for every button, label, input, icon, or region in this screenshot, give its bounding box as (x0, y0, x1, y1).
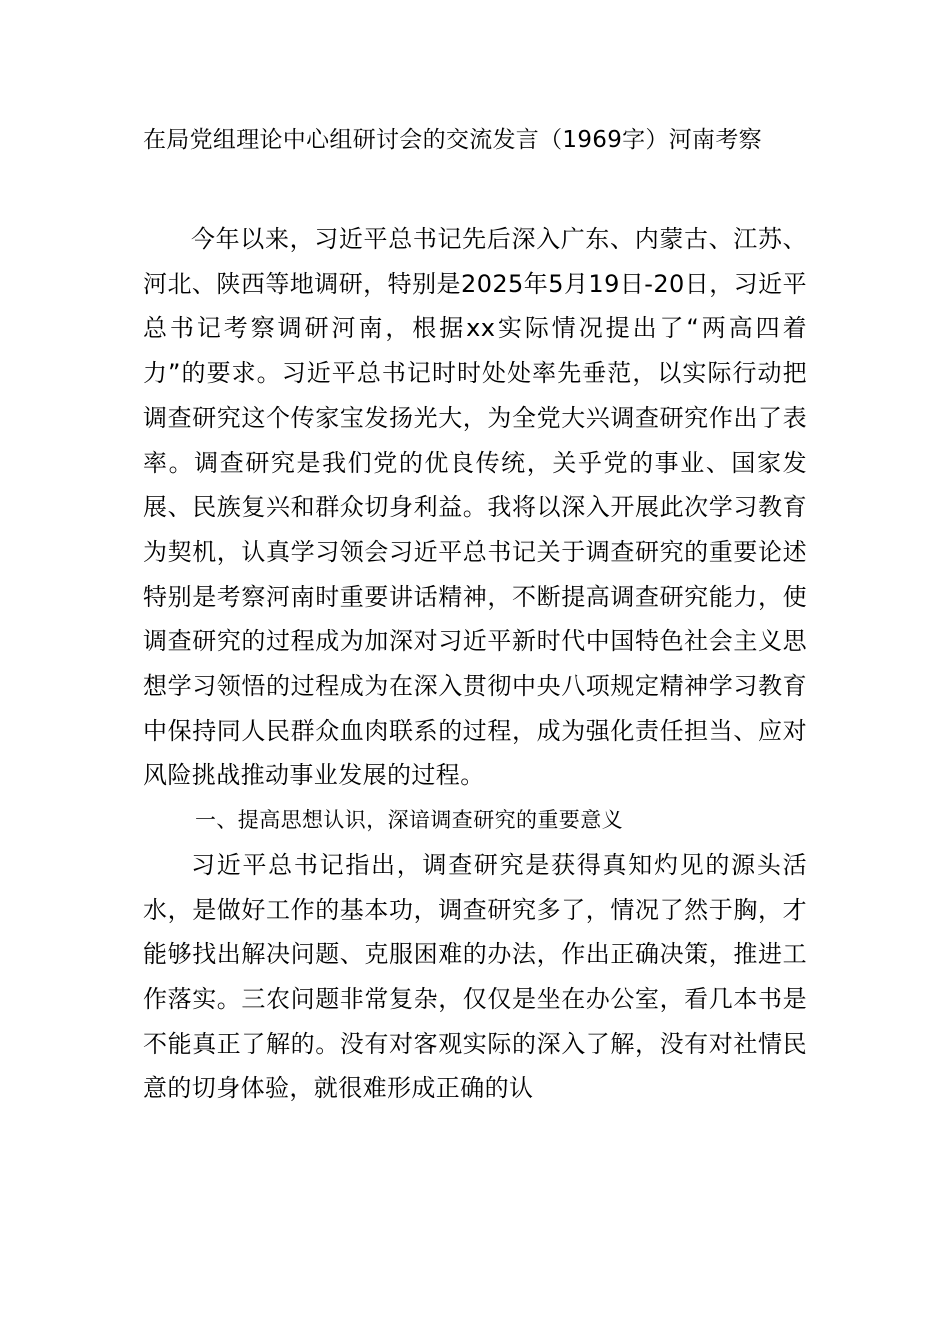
document-page (143, 118, 807, 1111)
section-heading: 一、提高思想认识，深谙调查研究的重要意义 (195, 808, 623, 833)
section-paragraph: 习近平总书记指出，调查研究是获得真知灼见的源头活水，是做好工作的基本功，调查研究多了，情况了然于胸，才能够找出解决问题、克服困难的办法，作出正确决策，推进工作落实。三农问题非常复杂，仅仅是坐在办公室，看几本书是不能真正了解的。没有对客观实际的深入了解，没有对社情民意的切身体验，就很难形成正确的认 (143, 850, 807, 1103)
intro-paragraph: 今年以来，习近平总书记先后深入广东、内蒙古、江苏、河北、陕西等地调研，特别是2025年5月19日-20日，习近平总书记考察调研河南，根据xx实际情况提出了“两高四着力”的要求。习近平总书记时时处处率先垂范，以实际行动把调查研究这个传家宝发扬光大，为全党大兴调查研究作出了表率。调查研究是我们党的优良传统，关乎党的事业、国家发展、民族复兴和群众切身利益。我将以深入开展此次学习教育为契机，认真学习领会习近平总书记关于调查研究的重要论述特别是考察河南时重要讲话精神，不断提高调查研究能力，使调查研究的过程成为加深对习近平新时代中国特色社会主义思想学习领悟的过程成为在深入贯彻中央八项规定精神学习教育中保持同人民群众血肉联系的过程，成为强化责任担当、应对风险挑战推动事业发展的过程。 (143, 225, 807, 790)
document-title: 在局党组理论中心组研讨会的交流发言（1969字）河南考察 (143, 127, 762, 153)
title-spacer (143, 163, 807, 217)
